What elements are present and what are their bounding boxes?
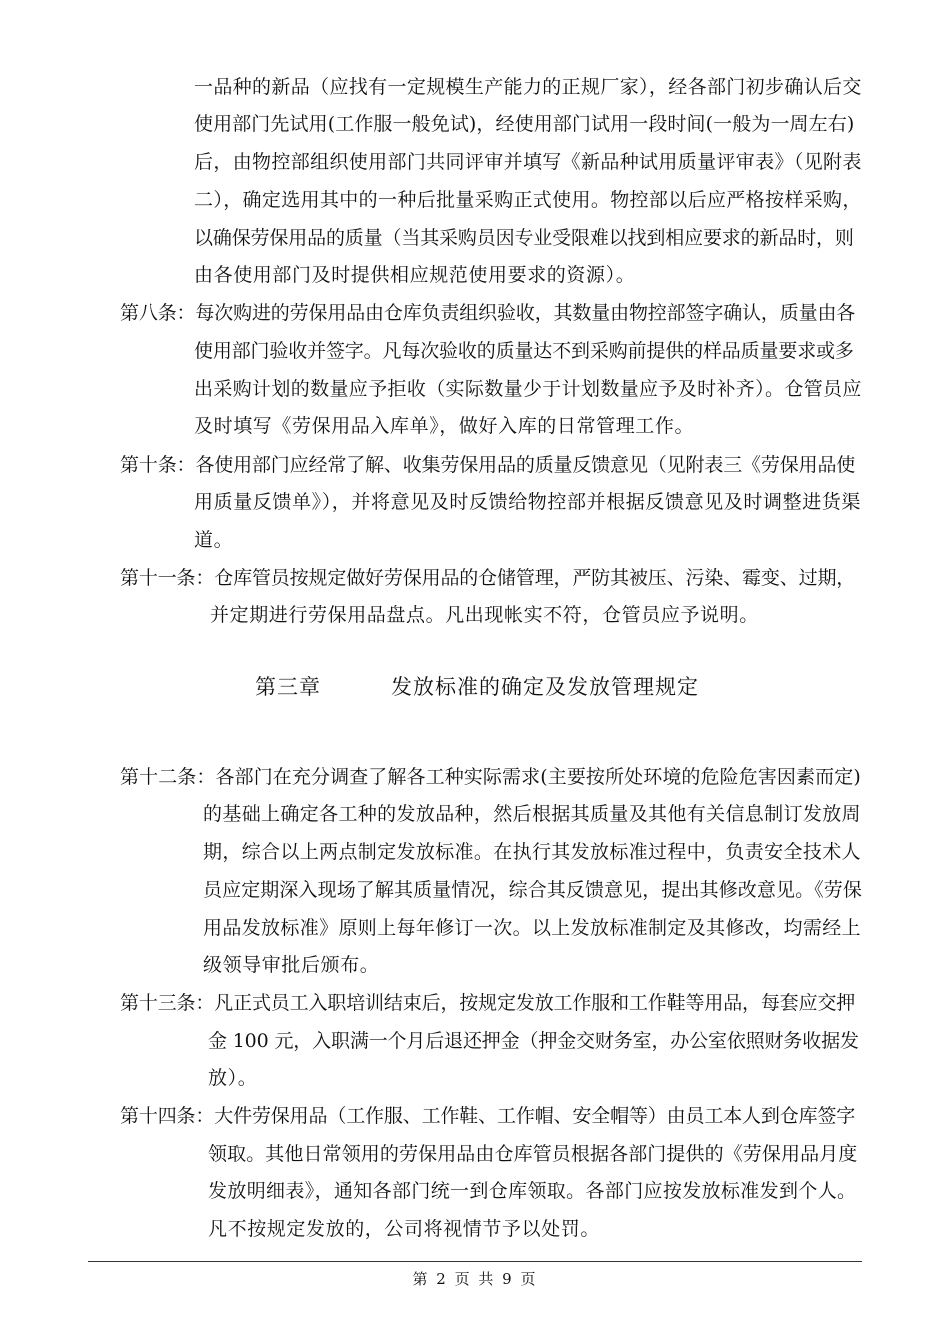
chapter-number: 第三章 xyxy=(255,675,321,699)
paragraph-line: 使用部门先试用(工作服一般免试)，经使用部门试用一段时间(一般为一周左右) xyxy=(194,113,855,135)
article-11-heading-line: 第十一条：仓库管员按规定做好劳保用品的仓储管理，严防其被压、污染、霉变、过期， xyxy=(120,567,856,589)
article-8-line: 及时填写《劳保用品入库单》，做好入库的日常管理工作。 xyxy=(194,415,695,437)
article-13-line: 放）。 xyxy=(208,1067,258,1089)
article-10-line: 用质量反馈单》），并将意见及时反馈给物控部并根据反馈意见及时调整进货渠 xyxy=(194,491,862,513)
article-12-line: 员应定期深入现场了解其质量情况，综合其反馈意见，提出其修改意见。《劳保 xyxy=(203,879,863,901)
article-12-line: 用品发放标准》原则上每年修订一次。以上发放标准制定及其修改，均需经上 xyxy=(203,917,861,939)
article-14-line: 发放明细表》，通知各部门统一到仓库领取。各部门应按发放标准发到个人。 xyxy=(208,1180,857,1202)
article-8-line: 使用部门验收并签字。凡每次验收的质量达不到采购前提供的样品质量要求或多 xyxy=(194,340,854,362)
paragraph-line: 由各使用部门及时提供相应规范使用要求的资源）。 xyxy=(194,264,636,286)
paragraph-line: 一品种的新品（应找有一定规模生产能力的正规厂家），经各部门初步确认后交 xyxy=(194,76,862,98)
article-10-line: 道。 xyxy=(194,529,234,551)
paragraph-line: 二），确定选用其中的一种后批量采购正式使用。物控部以后应严格按样采购， xyxy=(194,189,862,211)
article-14-line: 凡不按规定发放的，公司将视情节予以处罚。 xyxy=(208,1218,601,1240)
article-12-heading-line: 第十二条：各部门在充分调查了解各工种实际需求(主要按所处环境的危险危害因素而定) xyxy=(120,766,861,788)
paragraph-line: 以确保劳保用品的质量（当其采购员因专业受限难以找到相应要求的新品时，则 xyxy=(194,227,854,249)
article-10-heading-line: 第十条：各使用部门应经常了解、收集劳保用品的质量反馈意见（见附表三《劳保用品使 xyxy=(120,454,856,476)
article-13-line: 金 100 元，入职满一个月后退还押金（押金交财务室，办公室依照财务收据发 xyxy=(208,1030,859,1052)
article-8-heading-line: 第八条：每次购进的劳保用品由仓库负责组织验收，其数量由物控部签字确认，质量由各 xyxy=(120,302,856,324)
article-14-heading-line: 第十四条：大件劳保用品（工作服、工作鞋、工作帽、安全帽等）由员工本人到仓库签字 xyxy=(120,1105,856,1127)
article-12-line: 级领导审批后颁布。 xyxy=(203,954,380,976)
chapter-title: 发放标准的确定及发放管理规定 xyxy=(391,675,699,699)
article-11-line: 并定期进行劳保用品盘点。凡出现帐实不符，仓管员应予说明。 xyxy=(210,604,759,626)
article-14-line: 领取。其他日常领用的劳保用品由仓库管员根据各部门提供的《劳保用品月度 xyxy=(208,1143,858,1165)
footer-divider xyxy=(88,1261,862,1262)
article-13-heading-line: 第十三条：凡正式员工入职培训结束后，按规定发放工作服和工作鞋等用品，每套应交押 xyxy=(120,992,856,1014)
page-number: 第 2 页 共 9 页 xyxy=(412,1270,538,1288)
article-12-line: 的基础上确定各工种的发放品种，然后根据其质量及其他有关信息制订发放周 xyxy=(203,803,861,825)
article-8-line: 出采购计划的数量应予拒收（实际数量少于计划数量应予及时补齐）。仓管员应 xyxy=(194,378,862,400)
paragraph-line: 后，由物控部组织使用部门共同评审并填写《新品种试用质量评审表》（见附表 xyxy=(194,151,862,173)
article-12-line: 期，综合以上两点制定发放标准。在执行其发放标准过程中，负责安全技术人 xyxy=(203,841,861,863)
